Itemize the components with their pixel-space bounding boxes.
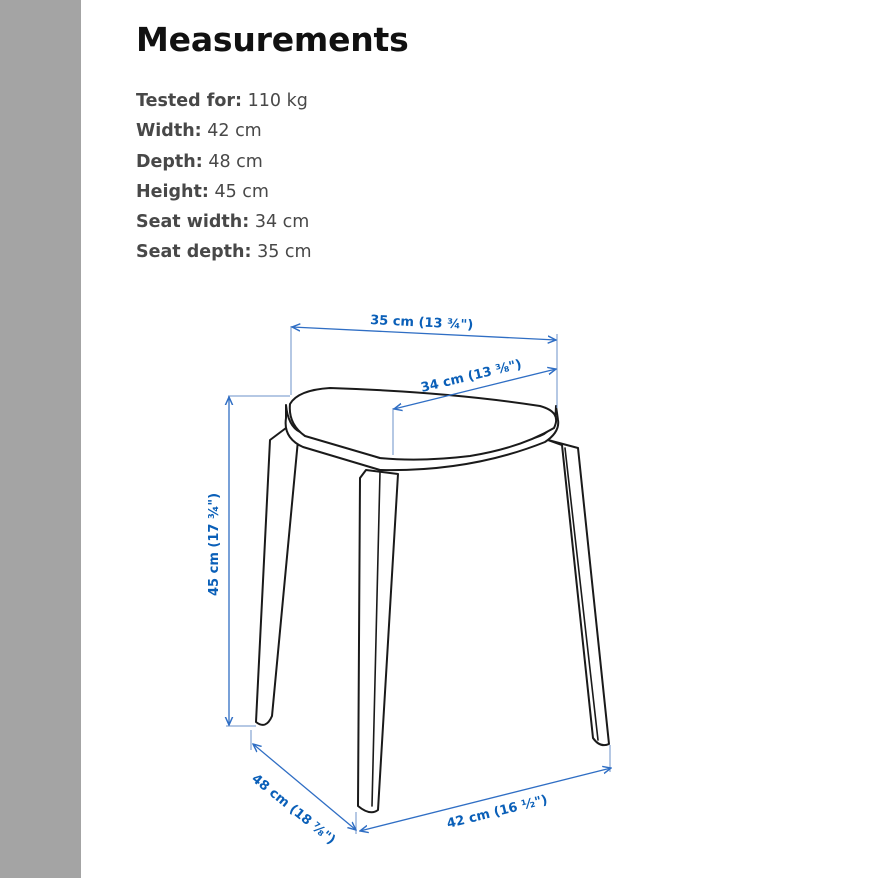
seat-depth-label: 35 cm (13 ¾") [369, 313, 474, 334]
seat-width-label: 34 cm (13 ⅜") [419, 357, 524, 396]
spec-value: 110 kg [247, 91, 308, 111]
spec-value: 35 cm [257, 242, 312, 263]
spec-label: Width: [136, 121, 202, 142]
height-label: 45 cm (17 ¾") [207, 492, 222, 596]
depth-label: 48 cm (18 ⅞") [248, 771, 339, 849]
stool-leg-front [358, 470, 398, 812]
stool-leg-back-right [548, 440, 609, 745]
stool-leg-left [256, 428, 298, 725]
width-label: 42 cm (16 ½") [445, 792, 550, 832]
spec-label: Tested for: [136, 91, 243, 111]
spec-label: Depth: [136, 151, 203, 172]
spec-label: Height: [136, 181, 209, 202]
spec-label: Seat depth: [136, 242, 252, 263]
page-title: Measurements [136, 20, 409, 59]
spec-label: Seat width: [136, 212, 250, 233]
spec-value: 42 cm [207, 121, 262, 142]
spec-value: 48 cm [208, 151, 263, 172]
spec-value: 34 cm [254, 212, 310, 233]
stool-illustration [256, 388, 609, 812]
spec-value: 45 cm [214, 181, 269, 202]
